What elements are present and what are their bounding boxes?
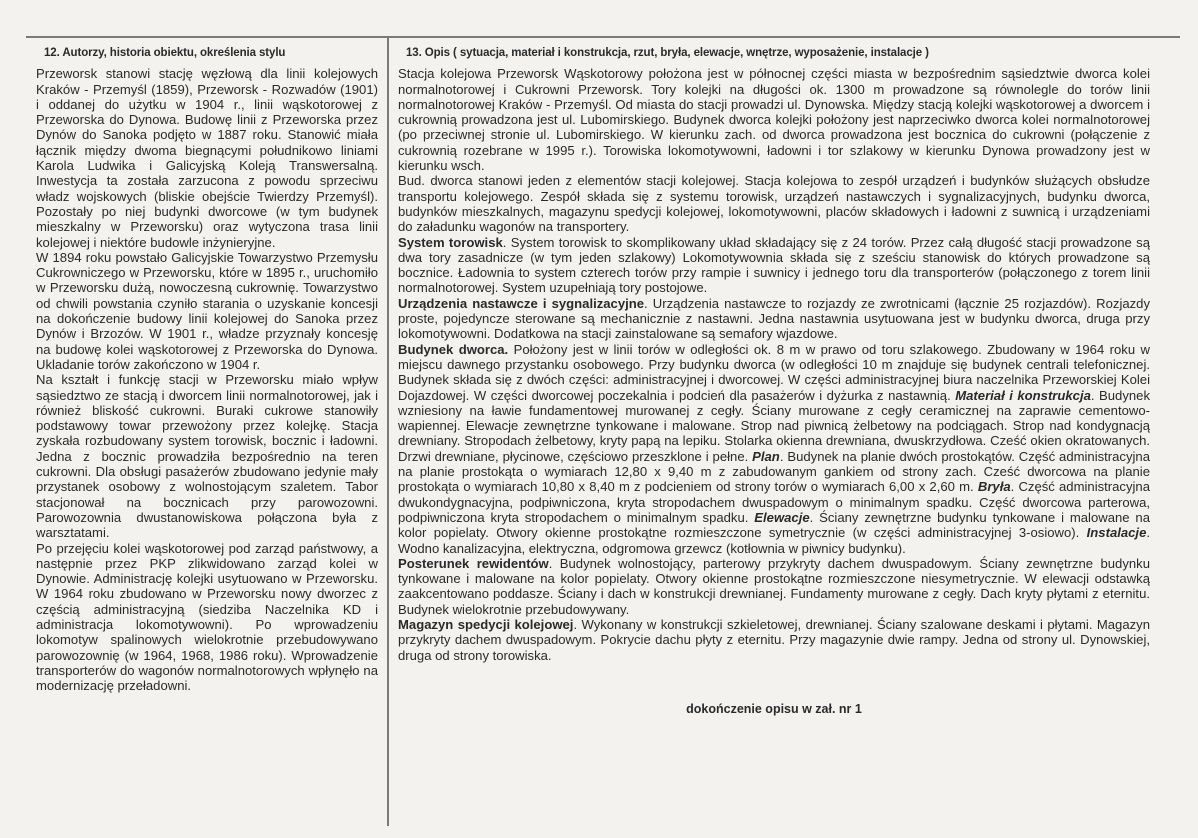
station-paragraph: Bud. dworca stanowi jeden z elementów stacji kolejowej. Stacja kolejowa to zespół urządzeń i budynków służących obsłudze transportu kolejowego. Zespół składa się z systemu torowisk, urządzeń nastawczych i sygnalizacyjnych, budynku dworca, budynków mieszkalnych, magazynu spedycji kolejowej, lokomotywowni, placów składowych i ładowni z suwnicą i urządzeniami do załadunku wagonów na transportery. xyxy=(398,173,1150,235)
material-title: Materiał i konstrukcja xyxy=(955,387,1091,403)
elevations-text: . Ściany zewnętrzne budynku tynkowane i malowane na kolor popielaty. Otwory okienne prostokątne rozmieszczone symetrycznie (w części administracyjnej 3-osiowo). xyxy=(398,509,1150,541)
installations-text: . Wodno kanalizacyjna, elektryczna, odgromowa grzewcz (kotłownia w piwnicy budynku). xyxy=(398,525,1150,556)
history-paragraph: Na kształt i funkcję stacji w Przeworsku miało wpływ sąsiedztwo ze stacją i dworcem linii normalnotorowej, jak i również bliskość cukrowni. Buraki cukrowe stanowiły podstawowy towar przewożony przez kolejkę. Stacja zyskała rozbudowany system torowisk, bocznic i ładowni. Jedna z bocznic prowadziła bezpośrednio na teren cukrowni. Dla obsługi pasażerów zbudowano jedynie mały przystanek osobowy z wolnostojącym szaletem. Tabor stacjonował na bocznicach przy parowozowni. Parowozownia dwustanowiskowa połączona była z warsztatami. xyxy=(36,372,378,541)
warehouse-title: Magazyn spedycji kolejowej xyxy=(398,616,574,632)
history-paragraph: W 1894 roku powstało Galicyjskie Towarzystwo Przemysłu Cukrowniczego w Przeworsku, które w 1895 r., uruchomiło w Przeworsku dużą, nowoczesną cukrownię. Towarzystwo od chwili powstania czyniło starania o uzyskanie koncesji na dokończenie budowy linii kolejowej do Sanoka przez Dynów i Brzozów. W 1901 r., władze przyznały koncesję na budowę kolei wąskotorowej z Przeworska do Dynowa. Ukladanie torów zakończono w 1904 r. xyxy=(36,249,378,372)
column-divider xyxy=(387,38,389,826)
history-paragraph: Po przejęciu kolei wąskotorowej pod zarząd państwowy, a następnie przez PKP zlikwidowano zarząd kolei w Dynowie. Administrację kolejki usytuowano w Przeworsku. W 1964 roku zbudowano w Przeworsku nowy dworzec z częścią administracyjną (siedziba Naczelnika KD i administracja lokomotywowni). Po wprowadzeniu lokomotyw spalinowych wielokrotnie przebudowywano parowozownię (w 1964, 1968, 1986 roku). Wprowadzenie transporterów do wagonów normalnotorowych wpłynęło na modernizację przeładowni. xyxy=(36,540,378,694)
track-system-title: System torowisk xyxy=(398,234,503,250)
plan-text: . Budynek na planie dwóch prostokątów. Część administracyjna na planie prostokąta o wymiarach 12,80 x 9,40 m z zabudowanym gankiem od strony zach. Cześć dworcowa na planie prostokąta o wymiarach 10,80 x 8,40 m z podcieniem od strony torów o wymiarach 6,00 x 2,60 m. xyxy=(398,448,1151,495)
inspectors-post-text: . Budynek wolnostojący, parterowy przykryty dachem dwuspadowym. Ściany zewnętrzne budynku tynkowane i malowane na kolor popielaty. Otwory okienne prostokątne rozmieszczone niesymetrycznie. W elewacji odstawką zaakcentowano poddasze. Ściany i dach w konstrukcji drewnianej. Fundamenty murowane z cegły. Dach kryty płytami z eternitu. Budynek wielokrotnie przebudowywany. xyxy=(398,555,1150,617)
signalling-title: Urządzenia nastawcze i sygnalizacyjne xyxy=(398,295,645,311)
station-building-title: Budynek dworca. xyxy=(398,341,509,357)
inspectors-post-title: Posterunek rewidentów xyxy=(398,555,549,571)
track-system-paragraph xyxy=(398,235,1150,296)
continuation-note: dokończenie opisu w zał. nr 1 xyxy=(686,701,862,716)
description-column xyxy=(398,42,1150,717)
plan-title: Plan xyxy=(752,448,780,464)
history-column xyxy=(36,42,378,693)
inspectors-post-paragraph xyxy=(398,556,1150,617)
form-sheet xyxy=(26,36,1180,826)
situation-paragraph: Stacja kolejowa Przeworsk Wąskotorowy położona jest w północnej części miasta w bezpośrednim sąsiedztwie dworca kolei normalnotorowej i Cukrowni Przeworsk. Tory kolejki na długości ok. 1300 m prowadzone są równolegle do torów linii normalnotorowej Kraków - Przemyśl. Od miasta do stacji prowadzi ul. Dynowska. Między stacją kolejki wąskotorowej a dworcem i cukrownią prowadzona jest ul. Lubomirskiego. Budynek dworca kolejki położony jest naprzeciwko dworca kolei normalnotorowej (po przeciwnej stronie ul. Lubomirskiego. W kierunku zach. od dworca prowadzona jest bocznica do cukrowni (połączenie z cukrownią rozebrane w 1995 r.). Torowiska lokomotywowni, ładowni i tor szlakowy w kierunku Dynowa prowadzony jest w kierunku wsch. xyxy=(398,66,1150,174)
massing-title: Bryła xyxy=(977,479,1011,495)
history-heading: 12. Autorzy, historia obiektu, określenia stylu xyxy=(44,47,286,59)
elevations-title: Elewacje xyxy=(754,509,810,525)
warehouse-paragraph xyxy=(398,617,1150,663)
station-building-paragraph xyxy=(398,342,1150,556)
signalling-text: . Urządzenia nastawcze to rozjazdy ze zwrotnicami (łącznie 25 rozjazdów). Rozjazdy proste, pojedyncze sterowane są mechanicznie z nastawni. Jedna nastawnia usytuowana jest w budynku dworca, druga przy lokomotywowni. Dodatkowa na stacji zainstalowane są semafory wjazdowe. xyxy=(398,295,1151,342)
description-heading: 13. Opis ( sytuacja, materiał i konstrukcja, rzut, bryła, elewacje, wnętrze, wyposażenie, instalacje ) xyxy=(406,47,929,59)
massing-text: . Część administracyjna dwukondygnacyjna, podpiwniczona, kryta stropodachem dwuspadowym o minimalnym spadku. Część dworcowa parterowa, podpiwniczona kryta stropodachem o minimalnym spadku. xyxy=(398,479,1150,525)
warehouse-text: . Wykonany w konstrukcji szkieletowej, drewnianej. Ściany szalowane deskami i płytami. Magazyn przykryty dachem dwuspadowym. Pokrycie dachu płyty z eternitu. Przy magazynie dwie rampy. Jedna od strony ul. Dynowskiej, druga od strony torowiska. xyxy=(398,616,1150,663)
history-paragraph: Przeworsk stanowi stację węzłową dla linii kolejowych Kraków - Przemyśl (1859), Przeworsk - Rozwadów (1901) i oddanej do użytku w 1904 r., linii wąskotorowej z Przeworska do Dynowa. Budowę linii z Przeworska przez Dynów do Sanoka podjęto w 1887 roku. Stanowić miała łącznik między dwoma biegnącymi południkowo liniami Karola Ludwika i Galicyjską Koleją Transwersalną. Inwestycja ta została zarzucona z powodu sprzeciwu władz wojskowych (bliskie obejście Twierdzy Przemyśl). Pozostały po niej budynki dworcowe (w tym budynek mieszkalny w Przeworsku) oraz wytyczona trasa linii kolejowej i niektóre budowle inżynieryjne. xyxy=(36,66,378,250)
station-building-text: Położony jest w linii torów w odległości ok. 8 m w prawo od toru szlakowego. Zbudowany w 1964 roku w miejscu dawnego przystanku osobowego. Przy budynku dworca (w odległości 10 m znajduje się budynek centrali telefonicznej. Budynek składa się z dwóch części: administracyjnej i dworcowej. W części administracyjnej biura naczelnika Przeworskiej Kolei Dojazdowej. W części dworcowej poczekalnia i podcień dla pasażerów i dyżurka z nastawnią. xyxy=(398,341,1150,403)
installations-title: Instalacje xyxy=(1086,525,1147,541)
material-text: . Budynek wzniesiony na ławie fundamentowej murowanej z cegły. Ściany murowane z cegły ceramicznej na zaprawie cementowo-wapiennej. Elewacje zewnętrzne tynkowane i malowane. Strop nad piwnicą żelbetowy na podciągach. Strop nad kondygnacją drewniany. Stropodach żelbetowy, kryty papą na lepiku. Stolarka okienna drewniana, dwuskrzydłowa. Cześć okien okratowanych. Drzwi drewniane, płycinowe, częściowo przeszklone i pełne. xyxy=(398,387,1150,464)
track-system-text: . System torowisk to skomplikowany układ składający się z 24 torów. Przez całą długość stacji prowadzone są dwa tory zasadnicze (w tym jeden szlakowy) Lokomotywownia składa się z sześciu stanowisk do których prowadzone są bocznice. Ładownia to system czterech torów przy rampie i suwnicy i jednego toru dla transporterów (połączonego z torem linii normalnotorowej. System uzupełniają tory postojowe. xyxy=(398,234,1150,296)
signalling-paragraph xyxy=(398,296,1150,342)
